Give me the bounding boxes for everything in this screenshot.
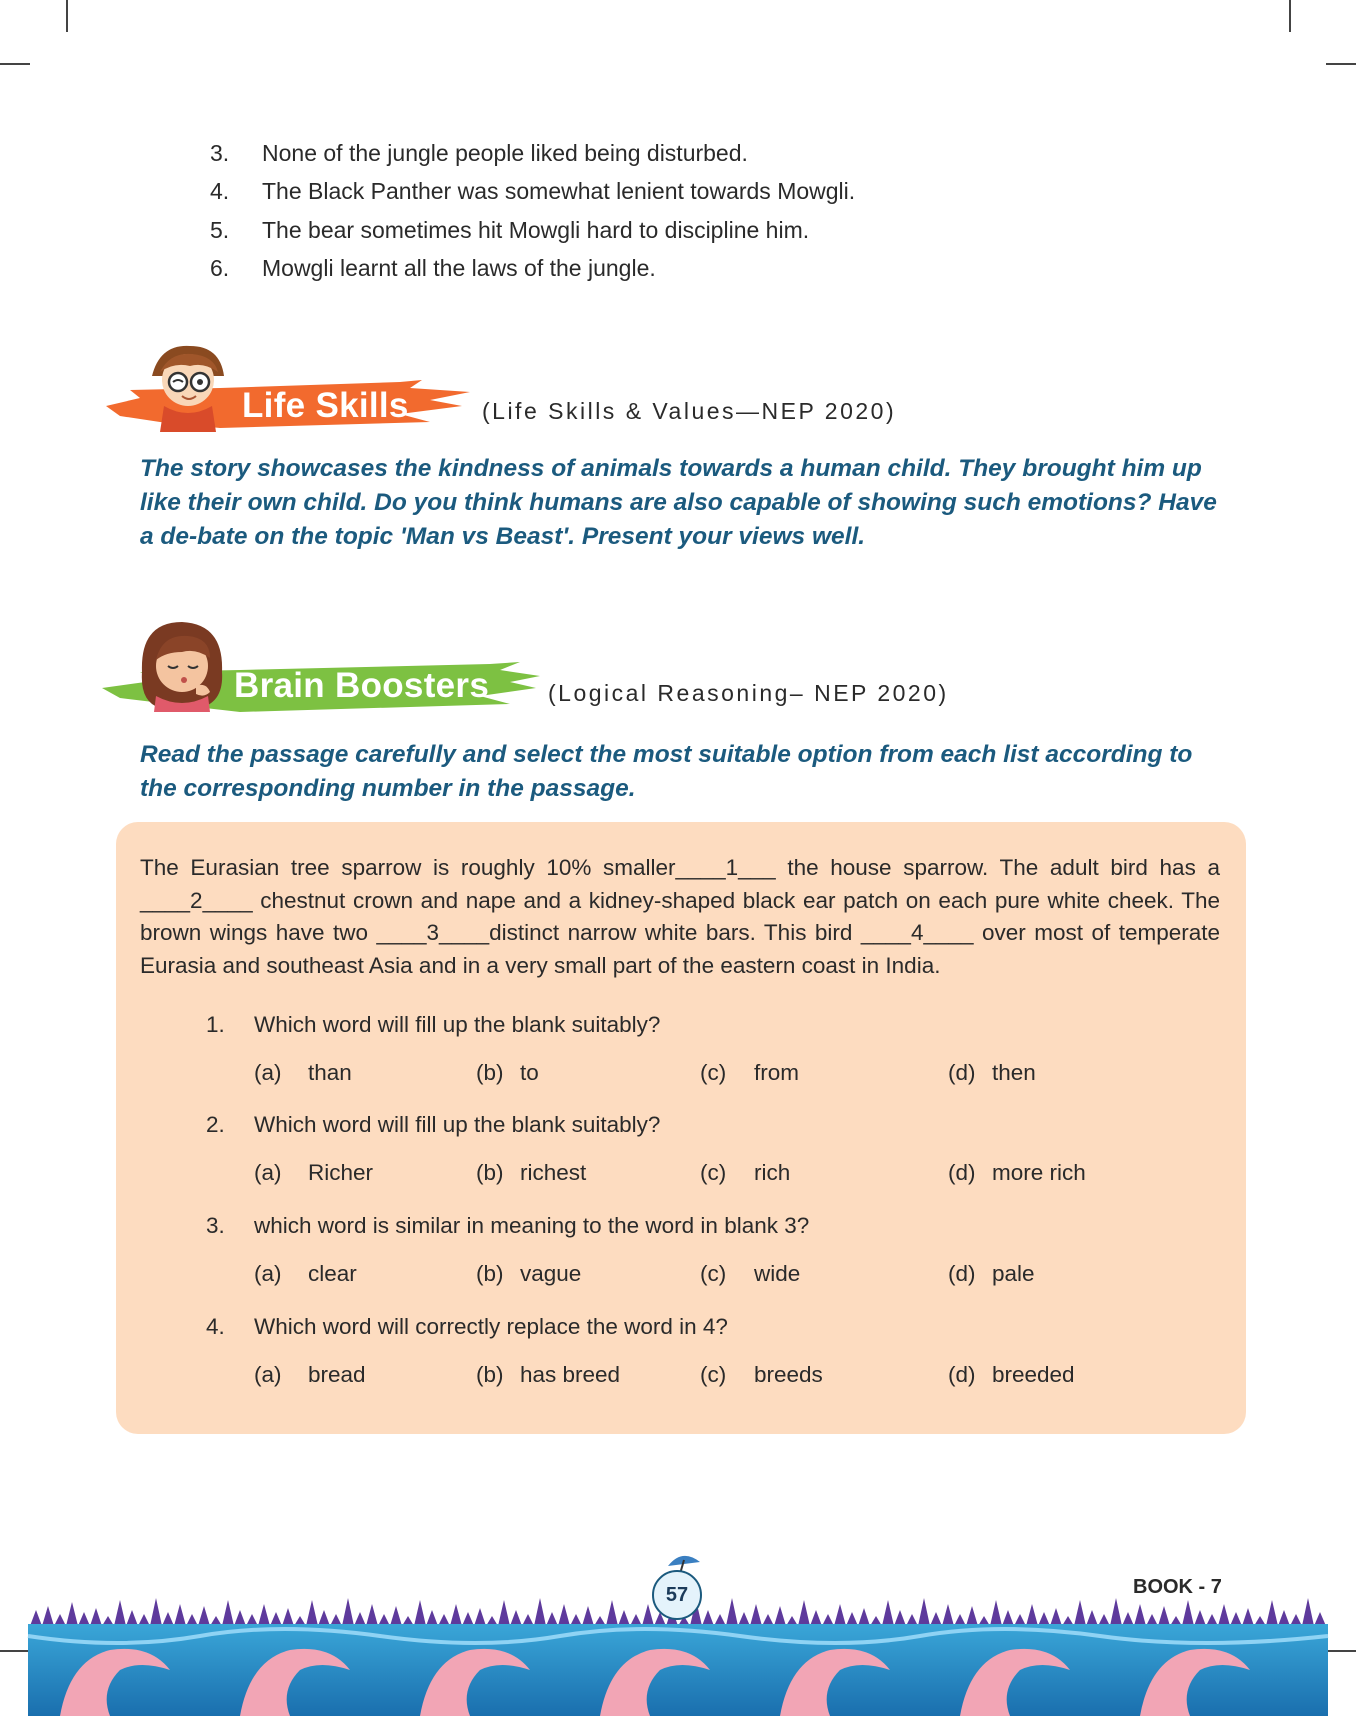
brain-boosters-banner bbox=[100, 612, 1000, 722]
life-skills-title: Life Skills bbox=[242, 386, 409, 425]
life-skills-banner bbox=[100, 336, 900, 446]
option-text: than bbox=[308, 1060, 352, 1085]
option-text: from bbox=[754, 1060, 799, 1085]
option-label: (a) bbox=[254, 1362, 282, 1387]
question-text: which word is similar in meaning to the word in blank 3? bbox=[254, 1213, 810, 1238]
passage-text: The Eurasian tree sparrow is roughly 10% smaller____1___ the house sparrow. The adult bird has a ____2____ chestnut crown and nape and a kidney-shaped black ear patch on each pure white cheek. The brown wings have two ____3____distinct narrow white bars. This bird ____4____ over most of temperate Eurasia and southeast Asia and in a very small part of the eastern coast in India. bbox=[140, 855, 1220, 978]
girl-avatar-icon bbox=[142, 622, 222, 712]
option-label: (a) bbox=[254, 1060, 282, 1085]
question-text: Which word will fill up the blank suitably? bbox=[254, 1112, 661, 1137]
option-text: breeded bbox=[992, 1362, 1075, 1387]
option[interactable] bbox=[476, 1060, 539, 1086]
question-3 bbox=[206, 1213, 809, 1239]
statement-number: 3. bbox=[210, 139, 230, 166]
option-text: Richer bbox=[308, 1160, 374, 1185]
option-text: richest bbox=[520, 1160, 587, 1185]
option[interactable] bbox=[948, 1261, 1035, 1287]
life-skills-instruction: The story showcases the kindness of animals towards a human child. They brought him up like their own child. Do you think humans are also capable of showing such emotions? Have a de-bate on the topic 'Man vs Beast'. Present your views well. bbox=[140, 455, 1217, 550]
footer-landscape bbox=[0, 1540, 1356, 1716]
question-text: Which word will fill up the blank suitably? bbox=[254, 1012, 661, 1037]
crop-mark bbox=[66, 0, 68, 32]
option-label: (b) bbox=[476, 1362, 504, 1387]
statement-number: 5. bbox=[210, 216, 230, 243]
statement-number: 6. bbox=[210, 255, 230, 282]
statement-item bbox=[210, 250, 855, 289]
option-text: rich bbox=[754, 1160, 791, 1185]
page-number-badge: 57 bbox=[652, 1570, 702, 1620]
option-text: wide bbox=[754, 1261, 801, 1286]
option-text: has breed bbox=[520, 1362, 621, 1387]
question-2 bbox=[206, 1112, 660, 1138]
statement-item bbox=[210, 134, 855, 173]
question-number: 3. bbox=[206, 1213, 225, 1238]
option[interactable] bbox=[254, 1160, 373, 1186]
option-text: clear bbox=[308, 1261, 357, 1286]
statement-item bbox=[210, 173, 855, 212]
option-label: (d) bbox=[948, 1362, 976, 1387]
question-4 bbox=[206, 1314, 728, 1340]
crop-mark bbox=[1289, 0, 1291, 32]
option-label: (b) bbox=[476, 1160, 504, 1185]
brain-boosters-title: Brain Boosters bbox=[234, 666, 490, 705]
brain-boosters-instruction: Read the passage carefully and select the most suitable option from each list according to the corresponding number in the passage. bbox=[140, 741, 1193, 802]
option[interactable] bbox=[476, 1261, 581, 1287]
option-text: to bbox=[520, 1060, 539, 1085]
option-label: (d) bbox=[948, 1160, 976, 1185]
statement-text: None of the jungle people liked being disturbed. bbox=[262, 139, 748, 166]
option-text: more rich bbox=[992, 1160, 1086, 1185]
question-number: 2. bbox=[206, 1112, 225, 1137]
option[interactable] bbox=[700, 1362, 823, 1388]
option[interactable] bbox=[254, 1362, 366, 1388]
option-label: (c) bbox=[700, 1362, 727, 1387]
option-label: (a) bbox=[254, 1160, 282, 1185]
question-1 bbox=[206, 1012, 660, 1038]
option[interactable] bbox=[476, 1160, 586, 1186]
option-label: (a) bbox=[254, 1261, 282, 1286]
option-label: (b) bbox=[476, 1060, 504, 1085]
crop-mark bbox=[0, 63, 30, 65]
option[interactable] bbox=[700, 1060, 799, 1086]
book-label: BOOK - 7 bbox=[1133, 1576, 1222, 1598]
option[interactable] bbox=[948, 1160, 1086, 1186]
question-number: 4. bbox=[206, 1314, 225, 1339]
brain-boosters-subtitle: (Logical Reasoning– NEP 2020) bbox=[548, 680, 949, 706]
question-number: 1. bbox=[206, 1012, 225, 1037]
option[interactable] bbox=[254, 1060, 352, 1086]
option[interactable] bbox=[700, 1261, 800, 1287]
option-label: (d) bbox=[948, 1261, 976, 1286]
option-text: bread bbox=[308, 1362, 366, 1387]
option[interactable] bbox=[254, 1261, 357, 1287]
question-text: Which word will correctly replace the word in 4? bbox=[254, 1314, 728, 1339]
statement-list bbox=[210, 134, 855, 288]
statement-text: Mowgli learnt all the laws of the jungle. bbox=[262, 255, 656, 282]
statement-item bbox=[210, 211, 855, 250]
crop-mark bbox=[1326, 63, 1356, 65]
option-label: (c) bbox=[700, 1060, 727, 1085]
option-label: (d) bbox=[948, 1060, 976, 1085]
statement-text: The Black Panther was somewhat lenient towards Mowgli. bbox=[262, 178, 856, 205]
option[interactable] bbox=[948, 1060, 1036, 1086]
life-skills-subtitle: (Life Skills & Values—NEP 2020) bbox=[482, 398, 897, 424]
option-text: pale bbox=[992, 1261, 1035, 1286]
statement-number: 4. bbox=[210, 178, 230, 205]
passage-box bbox=[116, 822, 1246, 1434]
option-text: then bbox=[992, 1060, 1036, 1085]
option[interactable] bbox=[948, 1362, 1075, 1388]
option-text: vague bbox=[520, 1261, 582, 1286]
option[interactable] bbox=[700, 1160, 790, 1186]
option-text: breeds bbox=[754, 1362, 823, 1387]
statement-text: The bear sometimes hit Mowgli hard to discipline him. bbox=[262, 216, 810, 243]
option-label: (b) bbox=[476, 1261, 504, 1286]
option-label: (c) bbox=[700, 1261, 727, 1286]
option[interactable] bbox=[476, 1362, 620, 1388]
option-label: (c) bbox=[700, 1160, 727, 1185]
